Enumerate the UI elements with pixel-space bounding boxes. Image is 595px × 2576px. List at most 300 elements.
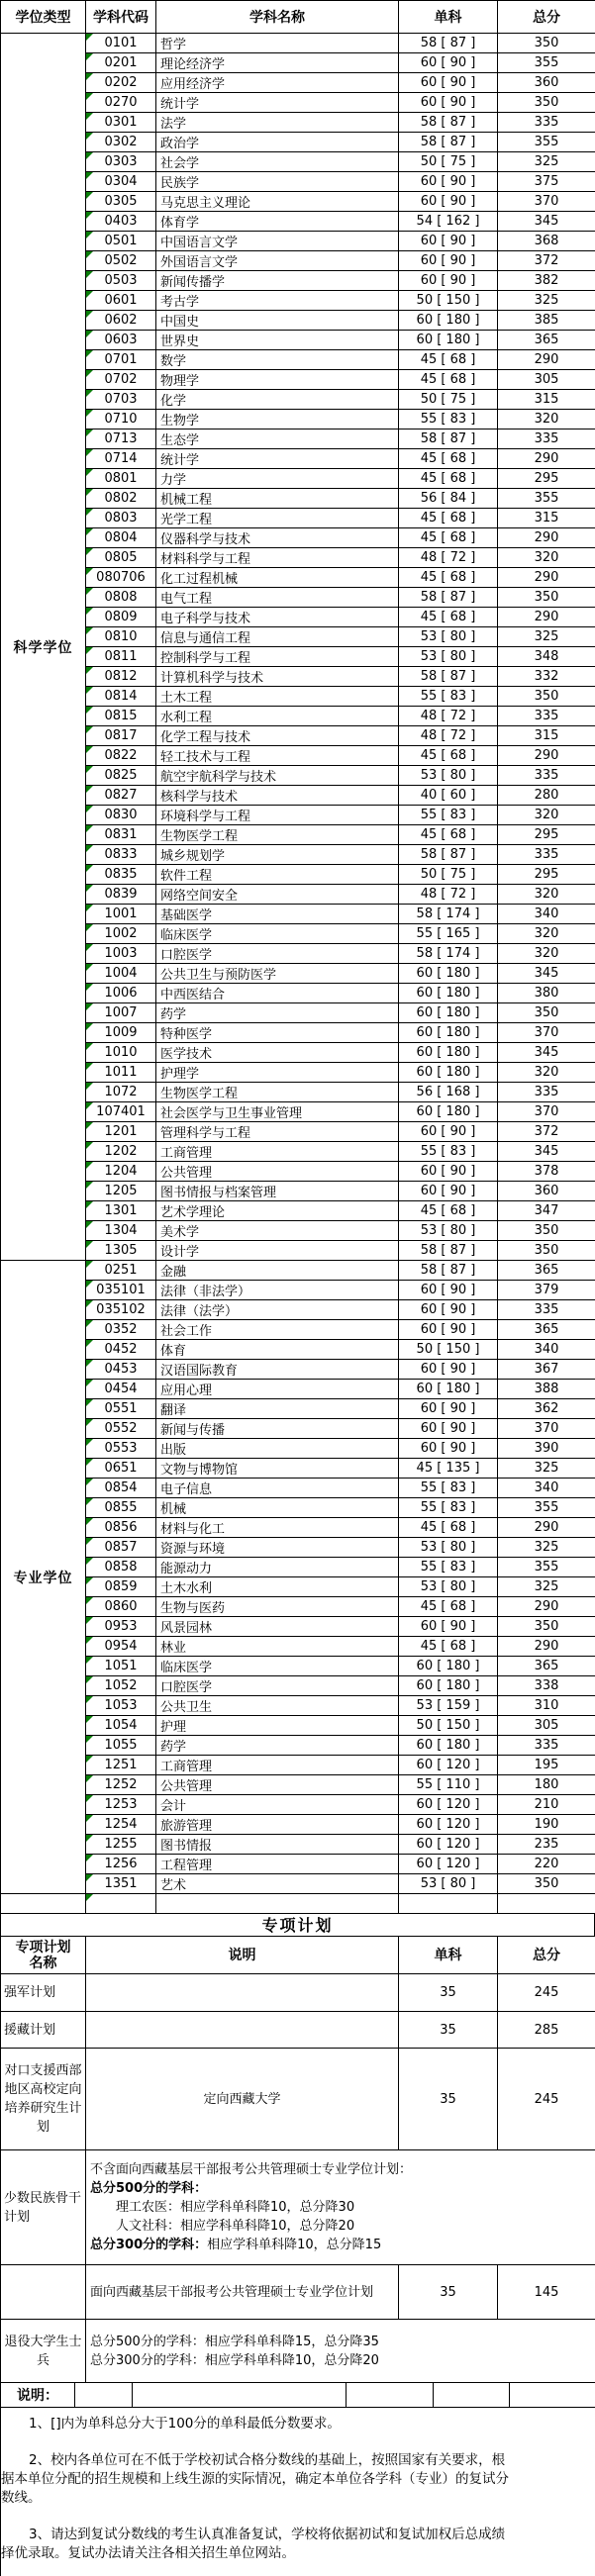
subject-name-cell: 生物医学工程 <box>156 1083 399 1102</box>
subject-row <box>1 627 595 647</box>
green-corner-marker-icon <box>86 410 93 417</box>
total-score-cell: 350 <box>498 687 595 707</box>
single-score-cell: 60 [ 90 ] <box>399 1182 498 1201</box>
green-corner-marker-icon <box>86 152 93 159</box>
subject-code-cell: 0833 <box>86 845 156 865</box>
subject-code-cell: 0854 <box>86 1479 156 1498</box>
subject-row <box>1 885 595 905</box>
single-score-cell: 60 [ 90 ] <box>399 1399 498 1419</box>
subject-code-cell: 0855 <box>86 1498 156 1518</box>
green-corner-marker-icon <box>86 1142 93 1149</box>
single-score-cell: 45 [ 68 ] <box>399 746 498 766</box>
single-score-cell: 58 [ 87 ] <box>399 1241 498 1261</box>
green-corner-marker-icon <box>86 608 93 615</box>
total-score-cell: 378 <box>498 1162 595 1182</box>
total-score-cell: 315 <box>498 390 595 410</box>
single-score-cell: 60 [ 180 ] <box>399 1043 498 1063</box>
subject-row <box>1 1874 595 1894</box>
main-header-row <box>1 1 595 34</box>
single-score-cell: 45 [ 68 ] <box>399 509 498 528</box>
subject-code-cell: 0805 <box>86 548 156 568</box>
single-score-cell: 60 [ 120 ] <box>399 1855 498 1874</box>
subject-code-cell: 1255 <box>86 1835 156 1855</box>
subject-code-cell: 0858 <box>86 1558 156 1577</box>
subject-code-cell: 0301 <box>86 113 156 133</box>
total-score-cell: 375 <box>498 172 595 192</box>
empty-cell <box>399 1894 498 1914</box>
single-score-cell: 50 [ 75 ] <box>399 390 498 410</box>
subject-name-cell: 水利工程 <box>156 707 399 726</box>
total-score-cell: 340 <box>498 1340 595 1360</box>
subject-name-cell: 公共管理 <box>156 1162 399 1182</box>
single-score-cell: 60 [ 180 ] <box>399 1380 498 1399</box>
subject-code-cell: 0815 <box>86 707 156 726</box>
single-score-cell: 45 [ 68 ] <box>399 568 498 588</box>
subject-code-cell: 0856 <box>86 1518 156 1538</box>
subject-row <box>1 924 595 944</box>
green-corner-marker-icon <box>86 1360 93 1367</box>
subject-name-cell: 药学 <box>156 1003 399 1023</box>
total-score-cell: 320 <box>498 944 595 964</box>
subject-row <box>1 1300 595 1320</box>
total-score-cell: 220 <box>498 1855 595 1874</box>
subject-row <box>1 687 595 707</box>
subject-code-cell: 1301 <box>86 1201 156 1221</box>
green-corner-marker-icon <box>86 1122 93 1129</box>
subject-row <box>1 1459 595 1479</box>
total-score-cell: 347 <box>498 1201 595 1221</box>
total-score-cell: 290 <box>498 746 595 766</box>
total-score-cell: 325 <box>498 152 595 172</box>
subject-name-cell: 化工过程机械 <box>156 568 399 588</box>
total-score-cell: 320 <box>498 806 595 825</box>
special-plans-table <box>0 1936 595 2383</box>
plan-description-cell: 面向西藏基层干部报考公共管理硕士专业学位计划 <box>86 2265 399 2320</box>
subject-row <box>1 1716 595 1736</box>
subject-name-cell: 力学 <box>156 469 399 489</box>
subject-row <box>1 1380 595 1399</box>
green-corner-marker-icon <box>86 1281 93 1288</box>
total-score-cell: 350 <box>498 1003 595 1023</box>
single-score-cell: 55 [ 83 ] <box>399 1142 498 1162</box>
total-score-cell: 210 <box>498 1795 595 1815</box>
green-corner-marker-icon <box>86 786 93 793</box>
green-corner-marker-icon <box>86 1855 93 1861</box>
subject-name-cell: 土木水利 <box>156 1577 399 1597</box>
subject-name-cell: 生物学 <box>156 410 399 429</box>
subject-code-cell: 0809 <box>86 608 156 627</box>
total-score-cell: 355 <box>498 53 595 73</box>
single-score-cell: 45 [ 68 ] <box>399 608 498 627</box>
green-corner-marker-icon <box>86 509 93 516</box>
subject-row <box>1 34 595 53</box>
total-score-cell: 340 <box>498 1479 595 1498</box>
subject-name-cell: 美术学 <box>156 1221 399 1241</box>
empty-cell <box>133 2383 347 2408</box>
subject-code-cell: 1054 <box>86 1716 156 1736</box>
total-score-cell: 345 <box>498 1043 595 1063</box>
subject-name-cell: 林业 <box>156 1637 399 1657</box>
total-score-cell: 180 <box>498 1775 595 1795</box>
subject-name-cell: 社会工作 <box>156 1320 399 1340</box>
plan-single-score-cell: 35 <box>399 2265 498 2320</box>
single-score-cell: 58 [ 87 ] <box>399 588 498 608</box>
green-corner-marker-icon <box>86 944 93 951</box>
subject-row <box>1 806 595 825</box>
total-score-cell: 305 <box>498 1716 595 1736</box>
green-corner-marker-icon <box>86 1756 93 1763</box>
green-corner-marker-icon <box>86 489 93 496</box>
total-score-cell: 362 <box>498 1399 595 1419</box>
green-corner-marker-icon <box>86 1380 93 1386</box>
total-score-cell: 382 <box>498 271 595 291</box>
subject-name-cell: 护理学 <box>156 1063 399 1083</box>
single-score-cell: 48 [ 72 ] <box>399 707 498 726</box>
subject-code-cell: 1051 <box>86 1657 156 1676</box>
subject-name-cell: 民族学 <box>156 172 399 192</box>
empty-cell <box>347 2383 434 2408</box>
single-score-cell: 60 [ 180 ] <box>399 1063 498 1083</box>
note-1: 1、[]内为单科总分大于100分的单科最低分数要求。 <box>29 2416 341 2432</box>
subject-code-cell: 1011 <box>86 1063 156 1083</box>
empty-cell <box>510 2383 595 2408</box>
green-corner-marker-icon <box>86 1003 93 1010</box>
single-score-cell: 45 [ 68 ] <box>399 370 498 390</box>
plan-description-cell <box>86 1974 399 2012</box>
single-score-cell: 60 [ 90 ] <box>399 1281 498 1300</box>
total-score-cell: 335 <box>498 1083 595 1102</box>
green-corner-marker-icon <box>86 429 93 436</box>
subject-name-cell: 环境科学与工程 <box>156 806 399 825</box>
subject-code-cell: 0702 <box>86 370 156 390</box>
subject-row <box>1 1043 595 1063</box>
single-score-cell: 45 [ 68 ] <box>399 1201 498 1221</box>
subject-row <box>1 93 595 113</box>
total-score-cell: 315 <box>498 509 595 528</box>
subject-name-cell: 工商管理 <box>156 1756 399 1775</box>
single-score-cell: 60 [ 180 ] <box>399 984 498 1003</box>
special-plan-row <box>1 2265 595 2320</box>
total-score-cell: 360 <box>498 73 595 93</box>
single-score-cell: 55 [ 110 ] <box>399 1775 498 1795</box>
subject-row <box>1 707 595 726</box>
subject-row <box>1 1657 595 1676</box>
total-score-cell: 355 <box>498 133 595 152</box>
subject-row <box>1 1439 595 1459</box>
green-corner-marker-icon <box>86 766 93 773</box>
total-score-cell: 325 <box>498 1459 595 1479</box>
subject-name-cell: 医学技术 <box>156 1043 399 1063</box>
total-score-cell: 290 <box>498 608 595 627</box>
green-corner-marker-icon <box>86 311 93 318</box>
subject-row <box>1 1518 595 1538</box>
green-corner-marker-icon <box>86 390 93 397</box>
subject-name-cell: 化学 <box>156 390 399 410</box>
subject-row <box>1 568 595 588</box>
subject-code-cell: 0839 <box>86 885 156 905</box>
subject-name-cell: 材料与化工 <box>156 1518 399 1538</box>
total-score-cell: 190 <box>498 1815 595 1835</box>
subject-code-cell: 0304 <box>86 172 156 192</box>
green-corner-marker-icon <box>86 1874 93 1881</box>
subject-row <box>1 1498 595 1518</box>
subject-name-cell: 外国语言文学 <box>156 251 399 271</box>
subject-row <box>1 331 595 350</box>
subject-name-cell: 生态学 <box>156 429 399 449</box>
single-score-cell: 60 [ 180 ] <box>399 1657 498 1676</box>
green-corner-marker-icon <box>86 1558 93 1565</box>
total-score-cell: 295 <box>498 469 595 489</box>
single-score-cell: 58 [ 87 ] <box>399 133 498 152</box>
subject-row <box>1 1201 595 1221</box>
subject-code-cell: 0801 <box>86 469 156 489</box>
subject-row <box>1 429 595 449</box>
subject-code-cell: 0953 <box>86 1617 156 1637</box>
subject-code-cell: 1052 <box>86 1676 156 1696</box>
subject-name-cell: 出版 <box>156 1439 399 1459</box>
single-score-cell: 60 [ 90 ] <box>399 251 498 271</box>
subject-code-cell: 0803 <box>86 509 156 528</box>
green-corner-marker-icon <box>86 1439 93 1446</box>
green-corner-marker-icon <box>86 924 93 931</box>
single-score-cell: 55 [ 83 ] <box>399 1558 498 1577</box>
subject-row <box>1 1102 595 1122</box>
green-corner-marker-icon <box>86 93 93 100</box>
single-score-cell: 60 [ 120 ] <box>399 1815 498 1835</box>
green-corner-marker-icon <box>86 34 93 41</box>
subject-row <box>1 1003 595 1023</box>
single-score-cell: 60 [ 90 ] <box>399 271 498 291</box>
green-corner-marker-icon <box>86 964 93 971</box>
subject-row <box>1 1281 595 1300</box>
subject-name-cell: 材料科学与工程 <box>156 548 399 568</box>
single-score-cell: 60 [ 90 ] <box>399 1300 498 1320</box>
special-plan-row <box>1 2049 595 2150</box>
special-plan-row <box>1 2150 595 2265</box>
total-score-cell: 345 <box>498 1142 595 1162</box>
single-score-cell: 53 [ 80 ] <box>399 766 498 786</box>
green-corner-marker-icon <box>86 647 93 654</box>
subject-row <box>1 311 595 331</box>
green-corner-marker-icon <box>86 469 93 476</box>
subject-code-cell: 1201 <box>86 1122 156 1142</box>
total-score-cell: 290 <box>498 1597 595 1617</box>
total-score-cell: 350 <box>498 34 595 53</box>
subject-row <box>1 113 595 133</box>
note-2: 2、校内各单位可在不低于学校初试合格分数线的基础上，按照国家有关要求，根据本单位分配的招生规模和上线生源的实际情况，确定本单位各学科（专业）的复试分数线。 <box>1 2452 509 2506</box>
plan-total-score-cell: 245 <box>498 1974 595 2012</box>
subject-name-cell: 图书情报与档案管理 <box>156 1182 399 1201</box>
subject-code-cell: 0302 <box>86 133 156 152</box>
green-corner-marker-icon <box>86 1637 93 1644</box>
subject-name-cell: 光学工程 <box>156 509 399 528</box>
subject-row <box>1 1182 595 1201</box>
subject-code-cell: 1001 <box>86 905 156 924</box>
subject-code-cell: 0802 <box>86 489 156 509</box>
subject-code-cell: 0808 <box>86 588 156 608</box>
green-corner-marker-icon <box>86 845 93 852</box>
single-score-cell: 60 [ 120 ] <box>399 1835 498 1855</box>
subject-row <box>1 845 595 865</box>
subject-code-cell: 0602 <box>86 311 156 331</box>
subject-name-cell: 机械 <box>156 1498 399 1518</box>
subject-row <box>1 1083 595 1102</box>
subject-name-cell: 考古学 <box>156 291 399 311</box>
plan-name-cell: 退役大学生士兵 <box>1 2320 86 2383</box>
green-corner-marker-icon <box>86 1023 93 1030</box>
plan-description-cell: 不含面向西藏基层干部报考公共管理硕士专业学位计划： 总分500分的学科： 理工农医：相应学科单科降10，总分降30 人文社科：相应学科单科降10，总分降20 总分300分的学科：相应学科单科降10，总分降15 <box>86 2150 595 2265</box>
single-score-cell: 50 [ 150 ] <box>399 1340 498 1360</box>
total-score-cell: 390 <box>498 1439 595 1459</box>
subject-code-cell: 080706 <box>86 568 156 588</box>
total-score-cell: 355 <box>498 1498 595 1518</box>
green-corner-marker-icon <box>86 232 93 239</box>
subject-row <box>1 410 595 429</box>
degree-type-label: 专业学位 <box>1 1261 86 1894</box>
total-score-cell: 310 <box>498 1696 595 1716</box>
subject-code-cell: 0810 <box>86 627 156 647</box>
subject-code-cell: 0303 <box>86 152 156 172</box>
subject-name-cell: 风景园林 <box>156 1617 399 1637</box>
single-score-cell: 56 [ 84 ] <box>399 489 498 509</box>
subject-row <box>1 1479 595 1498</box>
single-score-cell: 58 [ 87 ] <box>399 667 498 687</box>
empty-cell <box>86 1894 156 1914</box>
green-corner-marker-icon <box>86 1577 93 1584</box>
total-score-cell: 370 <box>498 1419 595 1439</box>
subject-code-cell: 1256 <box>86 1855 156 1874</box>
total-score-cell: 332 <box>498 667 595 687</box>
single-score-cell: 60 [ 90 ] <box>399 1419 498 1439</box>
subject-name-cell: 电子科学与技术 <box>156 608 399 627</box>
green-corner-marker-icon <box>86 726 93 733</box>
green-corner-marker-icon <box>86 667 93 674</box>
single-score-cell: 45 [ 68 ] <box>399 825 498 845</box>
subject-row <box>1 1221 595 1241</box>
subject-name-cell: 法律（法学） <box>156 1300 399 1320</box>
total-score-cell: 379 <box>498 1281 595 1300</box>
subject-row <box>1 1597 595 1617</box>
green-corner-marker-icon <box>86 1518 93 1525</box>
green-corner-marker-icon <box>86 1043 93 1050</box>
subject-code-cell: 0553 <box>86 1439 156 1459</box>
subject-code-cell: 0804 <box>86 528 156 548</box>
total-score-cell: 290 <box>498 1637 595 1657</box>
single-score-cell: 58 [ 87 ] <box>399 34 498 53</box>
subject-code-cell: 0827 <box>86 786 156 806</box>
subject-code-cell: 1204 <box>86 1162 156 1182</box>
green-corner-marker-icon <box>86 1063 93 1070</box>
subject-code-cell: 0651 <box>86 1459 156 1479</box>
subject-row <box>1 1617 595 1637</box>
subject-row <box>1 667 595 687</box>
total-score-cell: 340 <box>498 905 595 924</box>
subject-row <box>1 647 595 667</box>
subject-name-cell: 艺术 <box>156 1874 399 1894</box>
subject-row <box>1 489 595 509</box>
green-corner-marker-icon <box>86 806 93 812</box>
subject-code-cell: 0817 <box>86 726 156 746</box>
single-score-cell: 60 [ 90 ] <box>399 232 498 251</box>
subject-row <box>1 291 595 311</box>
subject-name-cell: 数学 <box>156 350 399 370</box>
subject-code-cell: 035102 <box>86 1300 156 1320</box>
header-degree-type: 学位类型 <box>1 1 86 34</box>
empty-cell <box>156 1894 399 1914</box>
green-corner-marker-icon <box>86 1795 93 1802</box>
subject-row <box>1 1835 595 1855</box>
subject-row <box>1 1855 595 1874</box>
green-corner-marker-icon <box>86 350 93 357</box>
subject-code-cell: 0454 <box>86 1380 156 1399</box>
subject-name-cell: 城乡规划学 <box>156 845 399 865</box>
subject-code-cell: 1253 <box>86 1795 156 1815</box>
green-corner-marker-icon <box>86 568 93 575</box>
subject-row <box>1 588 595 608</box>
total-score-cell: 338 <box>498 1676 595 1696</box>
subject-code-cell: 1202 <box>86 1142 156 1162</box>
subject-row <box>1 984 595 1003</box>
single-score-cell: 60 [ 90 ] <box>399 1162 498 1182</box>
subject-row <box>1 1340 595 1360</box>
subject-row <box>1 548 595 568</box>
green-corner-marker-icon <box>86 528 93 535</box>
subject-code-cell: 0703 <box>86 390 156 410</box>
subject-name-cell: 计算机科学与技术 <box>156 667 399 687</box>
single-score-cell: 55 [ 83 ] <box>399 687 498 707</box>
subject-row <box>1 152 595 172</box>
subject-name-cell: 体育学 <box>156 212 399 232</box>
subject-name-cell: 电气工程 <box>156 588 399 608</box>
total-score-cell: 320 <box>498 548 595 568</box>
subject-name-cell: 世界史 <box>156 331 399 350</box>
green-corner-marker-icon <box>86 1419 93 1426</box>
subject-code-cell: 0603 <box>86 331 156 350</box>
total-score-cell: 350 <box>498 1241 595 1261</box>
subject-row <box>1 726 595 746</box>
green-corner-marker-icon <box>86 1736 93 1743</box>
total-score-cell: 325 <box>498 1577 595 1597</box>
total-score-cell: 350 <box>498 1221 595 1241</box>
subject-name-cell: 控制科学与工程 <box>156 647 399 667</box>
single-score-cell: 60 [ 90 ] <box>399 53 498 73</box>
subject-row <box>1 608 595 627</box>
subject-row <box>1 1419 595 1439</box>
subject-name-cell: 翻译 <box>156 1399 399 1419</box>
subject-name-cell: 特种医学 <box>156 1023 399 1043</box>
green-corner-marker-icon <box>86 1835 93 1842</box>
single-score-cell: 45 [ 68 ] <box>399 449 498 469</box>
single-score-cell: 60 [ 180 ] <box>399 1102 498 1122</box>
green-corner-marker-icon <box>86 1498 93 1505</box>
subject-row <box>1 766 595 786</box>
single-score-cell: 58 [ 87 ] <box>399 1261 498 1281</box>
subject-name-cell: 公共管理 <box>156 1775 399 1795</box>
green-corner-marker-icon <box>86 331 93 337</box>
subject-name-cell: 公共卫生与预防医学 <box>156 964 399 984</box>
subject-code-cell: 1009 <box>86 1023 156 1043</box>
plan-single-score-cell: 35 <box>399 2012 498 2049</box>
subject-row <box>1 1795 595 1815</box>
subject-code-cell: 1053 <box>86 1696 156 1716</box>
subject-name-cell: 软件工程 <box>156 865 399 885</box>
subject-code-cell: 0830 <box>86 806 156 825</box>
total-score-cell: 370 <box>498 192 595 212</box>
single-score-cell: 40 [ 60 ] <box>399 786 498 806</box>
subject-row <box>1 1696 595 1716</box>
single-score-cell: 55 [ 83 ] <box>399 410 498 429</box>
subject-row <box>1 1399 595 1419</box>
